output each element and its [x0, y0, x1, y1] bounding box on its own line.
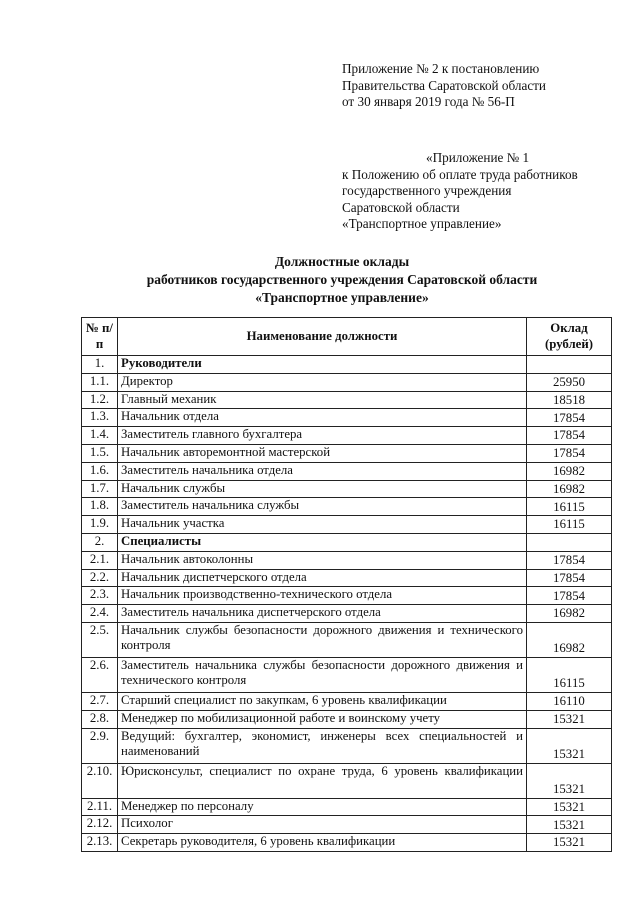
table-body [82, 356, 612, 852]
salary-value: 16115 [527, 516, 612, 534]
table-row [82, 480, 612, 498]
salary-value: 25950 [527, 373, 612, 391]
position-name: Заместитель начальника диспетчерского отдела [118, 605, 527, 623]
salary-value: 17854 [527, 444, 612, 462]
salary-value: 15321 [527, 710, 612, 728]
row-num: 2.6. [82, 657, 118, 692]
table-row [82, 444, 612, 462]
salary-value: 16110 [527, 692, 612, 710]
table-row [82, 587, 612, 605]
table-row [82, 409, 612, 427]
salary-value: 16115 [527, 657, 612, 692]
salary-value: 18518 [527, 391, 612, 409]
table-row [82, 798, 612, 816]
position-name: Менеджер по персоналу [118, 798, 527, 816]
header-num: № п/п [82, 318, 118, 356]
position-name: Ведущий: бухгалтер, экономист, инженеры всех специальностей и наименований [118, 728, 527, 763]
salary-value: 17854 [527, 551, 612, 569]
row-num: 2.9. [82, 728, 118, 763]
position-name: Менеджер по мобилизационной работе и воинскому учету [118, 710, 527, 728]
row-num: 2.8. [82, 710, 118, 728]
annex-line: государственного учреждения [342, 183, 512, 198]
table-row [82, 834, 612, 852]
section-num: 1. [82, 356, 118, 374]
regulation-annex-note [342, 150, 578, 233]
position-name: Заместитель главного бухгалтера [118, 427, 527, 445]
row-num: 1.8. [82, 498, 118, 516]
position-name: Психолог [118, 816, 527, 834]
salary-value: 15321 [527, 798, 612, 816]
table-row [82, 622, 612, 657]
position-name: Заместитель начальника службы [118, 498, 527, 516]
annex-line: «Приложение № 1 [426, 150, 530, 165]
resolution-appendix-note [342, 61, 546, 111]
appendix-line: от 30 января 2019 года № 56-П [342, 94, 515, 109]
position-name: Директор [118, 373, 527, 391]
salary-value: 16982 [527, 480, 612, 498]
position-name: Главный механик [118, 391, 527, 409]
row-num: 1.1. [82, 373, 118, 391]
table-row [82, 551, 612, 569]
position-name: Начальник отдела [118, 409, 527, 427]
position-name: Начальник авторемонтной мастерской [118, 444, 527, 462]
appendix-line: Правительства Саратовской области [342, 77, 546, 93]
position-name: Секретарь руководителя, 6 уровень квалификации [118, 834, 527, 852]
salary-table [81, 317, 612, 852]
row-num: 2.13. [82, 834, 118, 852]
table-row [82, 763, 612, 798]
row-num: 2.4. [82, 605, 118, 623]
row-num: 1.9. [82, 516, 118, 534]
section-salary-empty [527, 533, 612, 551]
table-row [82, 462, 612, 480]
row-num: 2.12. [82, 816, 118, 834]
row-num: 2.3. [82, 587, 118, 605]
salary-value: 15321 [527, 834, 612, 852]
document-title [62, 253, 622, 307]
salary-value: 15321 [527, 763, 612, 798]
table-row [82, 605, 612, 623]
row-num: 1.3. [82, 409, 118, 427]
table-row [82, 516, 612, 534]
row-num: 1.5. [82, 444, 118, 462]
row-num: 1.2. [82, 391, 118, 409]
row-num: 2.5. [82, 622, 118, 657]
position-name: Начальник диспетчерского отдела [118, 569, 527, 587]
salary-value: 16115 [527, 498, 612, 516]
row-num: 2.10. [82, 763, 118, 798]
appendix-line: Приложение № 2 к постановлению [342, 61, 540, 76]
table-row [82, 816, 612, 834]
row-num: 1.4. [82, 427, 118, 445]
table-row [82, 373, 612, 391]
position-name: Начальник автоколонны [118, 551, 527, 569]
position-name: Начальник производственно-технического отдела [118, 587, 527, 605]
salary-value: 17854 [527, 409, 612, 427]
table-row [82, 569, 612, 587]
salary-value: 15321 [527, 728, 612, 763]
table-row [82, 657, 612, 692]
position-name: Юрисконсульт, специалист по охране труда, 6 уровень квалификации [118, 763, 527, 798]
position-name: Заместитель начальника службы безопасности дорожного движения и технического контроля [118, 657, 527, 692]
title-line: Должностные оклады [274, 254, 410, 269]
table-section-row [82, 533, 612, 551]
title-line: работников государственного учреждения Саратовской области [146, 272, 538, 287]
row-num: 2.7. [82, 692, 118, 710]
row-num: 2.11. [82, 798, 118, 816]
salary-value: 15321 [527, 816, 612, 834]
annex-line: «Транспортное управление» [342, 216, 502, 231]
section-num: 2. [82, 533, 118, 551]
row-num: 2.2. [82, 569, 118, 587]
section-salary-empty [527, 356, 612, 374]
salary-value: 17854 [527, 569, 612, 587]
salary-value: 16982 [527, 462, 612, 480]
table-row [82, 498, 612, 516]
annex-line: к Положению об оплате труда работников [342, 166, 578, 182]
row-num: 2.1. [82, 551, 118, 569]
table-row [82, 391, 612, 409]
position-name: Начальник службы безопасности дорожного движения и технического контроля [118, 622, 527, 657]
table-section-row [82, 356, 612, 374]
salary-value: 16982 [527, 622, 612, 657]
annex-line: Саратовской области [342, 199, 460, 215]
table-row [82, 427, 612, 445]
row-num: 1.6. [82, 462, 118, 480]
salary-value: 17854 [527, 587, 612, 605]
position-name: Заместитель начальника отдела [118, 462, 527, 480]
header-name: Наименование должности [118, 318, 527, 356]
table-row [82, 710, 612, 728]
table-row [82, 692, 612, 710]
salary-value: 16982 [527, 605, 612, 623]
table-row [82, 728, 612, 763]
position-name: Начальник участка [118, 516, 527, 534]
position-name: Начальник службы [118, 480, 527, 498]
table-header-row [82, 318, 612, 356]
row-num: 1.7. [82, 480, 118, 498]
title-line: «Транспортное управление» [255, 290, 429, 305]
section-title: Специалисты [118, 533, 527, 551]
position-name: Старший специалист по закупкам, 6 уровень квалификации [118, 692, 527, 710]
header-salary: Оклад (рублей) [527, 318, 612, 356]
section-title: Руководители [118, 356, 527, 374]
salary-value: 17854 [527, 427, 612, 445]
